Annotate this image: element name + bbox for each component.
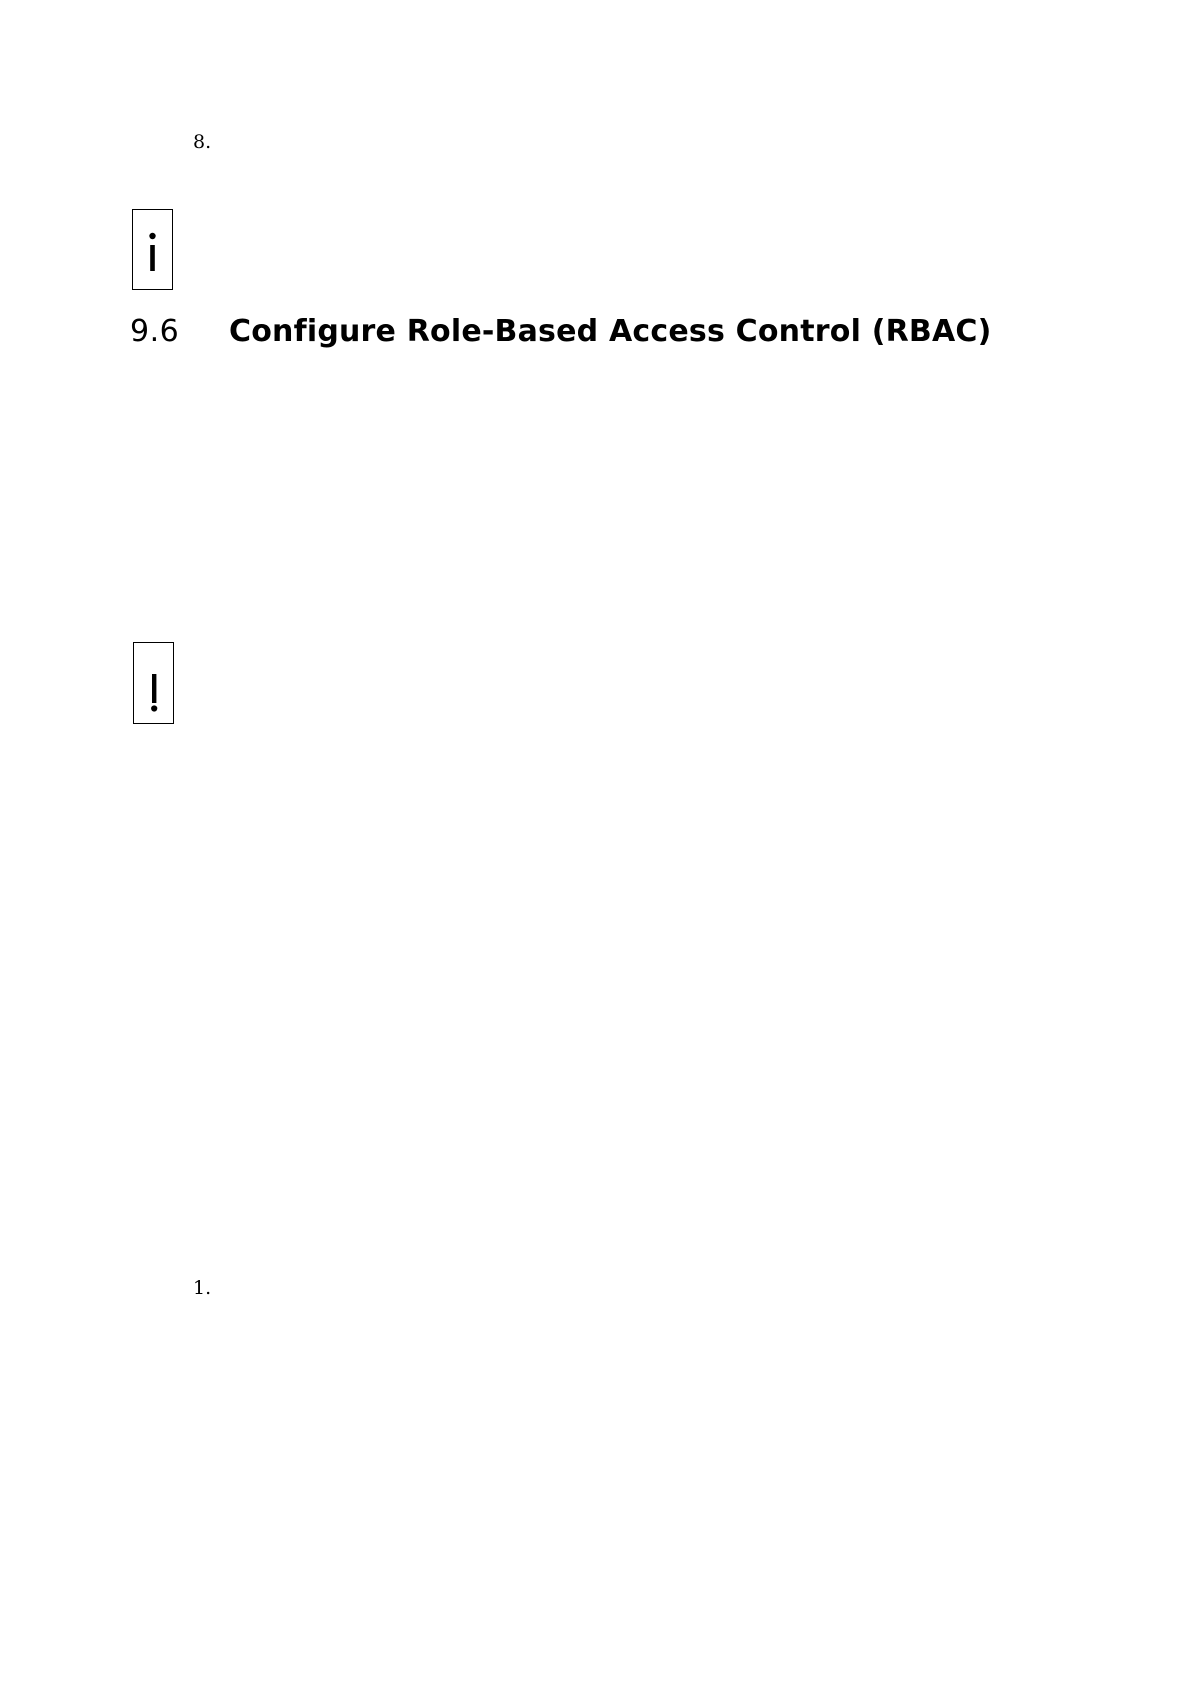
list-number-step-8: 8. [193,131,212,153]
section-title: Configure Role-Based Access Control (RBAC) [229,313,992,349]
section-number: 9.6 [130,313,180,349]
section-heading [130,311,992,351]
list-number-step-1: 1. [193,1277,212,1299]
warning-note-box [133,642,174,724]
info-note-box [132,209,173,290]
exclamation-icon [134,643,175,725]
info-icon [133,210,174,291]
